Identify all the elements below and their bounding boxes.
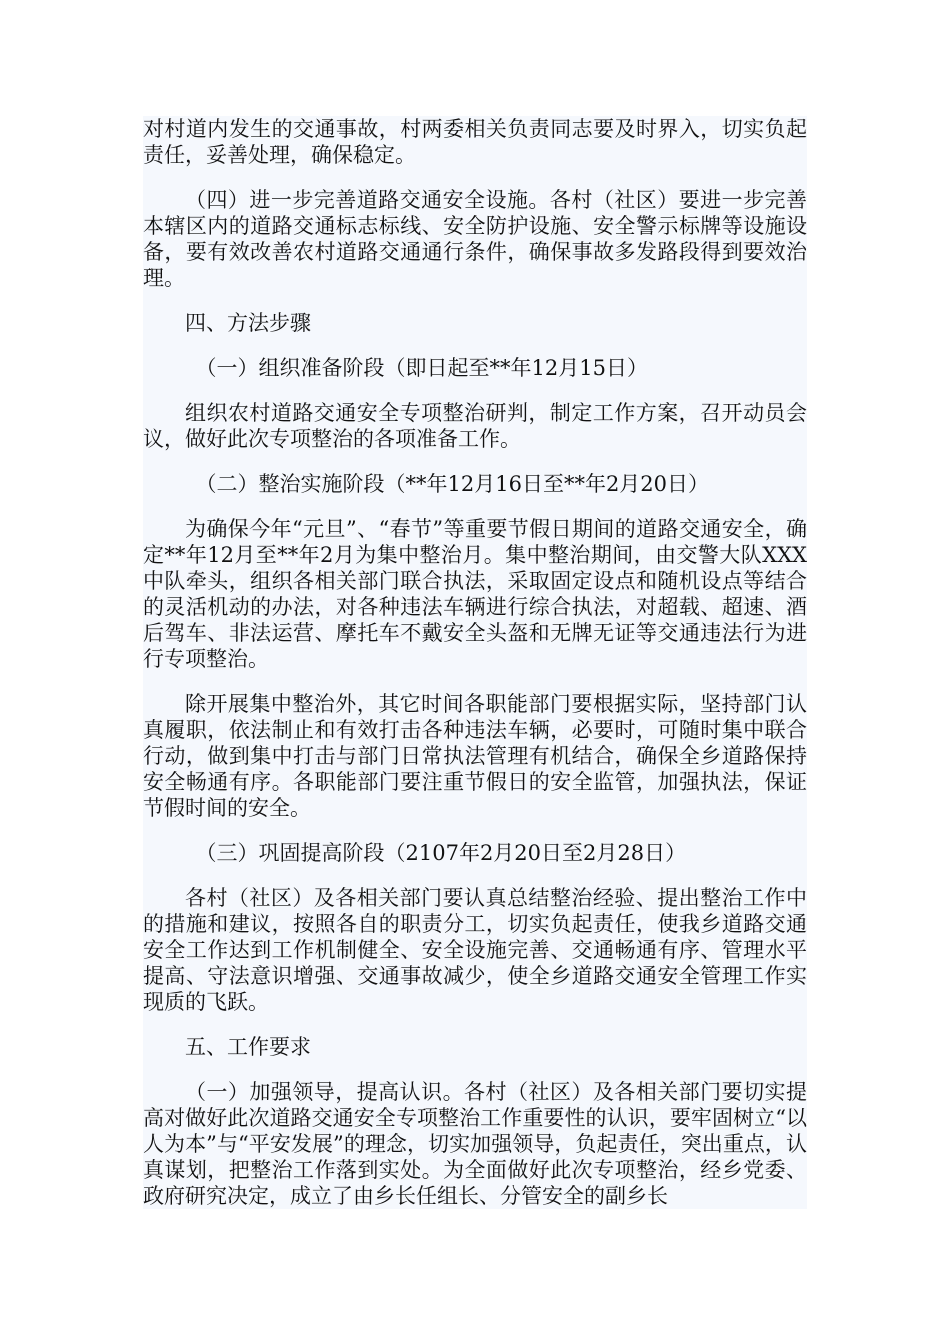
paragraph-consolidation: 各村（社区）及各相关部门要认真总结整治经验、提出整治工作中的措施和建议，按照各自的职责分工，切实负起责任，使我乡道路交通安全工作达到工作机制健全、安全设施完善、交通畅通有序、管理水平提高、守法意识增强、交通事故减少，使全乡道路交通安全管理工作实现质的飞跃。 [143,886,807,1014]
paragraph-leadership: （一）加强领导，提高认识。各村（社区）及各相关部门要切实提高对做好此次道路交通安全专项整治工作重要性的认识，要牢固树立“以人为本”与“平安发展”的理念，切实加强领导，负起责任，突出重点，认真谋划，把整治工作落到实处。为全面做好此次专项整治，经乡党委、政府研究决定，成立了由乡长任组长、分管安全的副乡长 [143,1080,807,1208]
subheading-preparation-stage: （一）组织准备阶段（即日起至**年12月15日） [195,356,648,380]
subheading-implementation-stage: （二）整治实施阶段（**年12月16日至**年2月20日） [195,472,710,496]
paragraph-preparation: 组织农村道路交通安全专项整治研判，制定工作方案，召开动员会议，做好此次专项整治的各项准备工作。 [143,401,807,451]
paragraph-routine-enforcement: 除开展集中整治外，其它时间各职能部门要根据实际，坚持部门认真履职，依法制止和有效打击各种违法车辆，必要时，可随时集中联合行动，做到集中打击与部门日常执法管理有机结合，确保全乡道路保持安全畅通有序。各职能部门要注重节假日的安全监管，加强执法，保证节假时间的安全。 [143,692,807,820]
paragraph-implementation: 为确保今年“元旦”、“春节”等重要节假日期间的道路交通安全，确定**年12月至**年2月为集中整治月。集中整治期间，由交警大队XXX中队牵头，组织各相关部门联合执法，采取固定设点和随机设点等结合的灵活机动的办法，对各种违法车辆进行综合执法，对超载、超速、酒后驾车、非法运营、摩托车不戴安全头盔和无牌无证等交通违法行为进行专项整治。 [143,517,807,671]
section-heading-methods: 四、方法步骤 [185,311,311,335]
paragraph-continuation: 对村道内发生的交通事故，村两委相关负责同志要及时界入，切实负起责任，妥善处理，确保稳定。 [143,117,807,167]
document-body [143,116,807,1209]
paragraph-road-safety-facilities: （四）进一步完善道路交通安全设施。各村（社区）要进一步完善本辖区内的道路交通标志标线、安全防护设施、安全警示标牌等设施设备，要有效改善农村道路交通通行条件，确保事故多发路段得到要效治理。 [143,188,807,290]
subheading-consolidation-stage: （三）巩固提高阶段（2107年2月20日至2月28日） [195,841,687,865]
section-heading-requirements: 五、工作要求 [185,1035,311,1059]
